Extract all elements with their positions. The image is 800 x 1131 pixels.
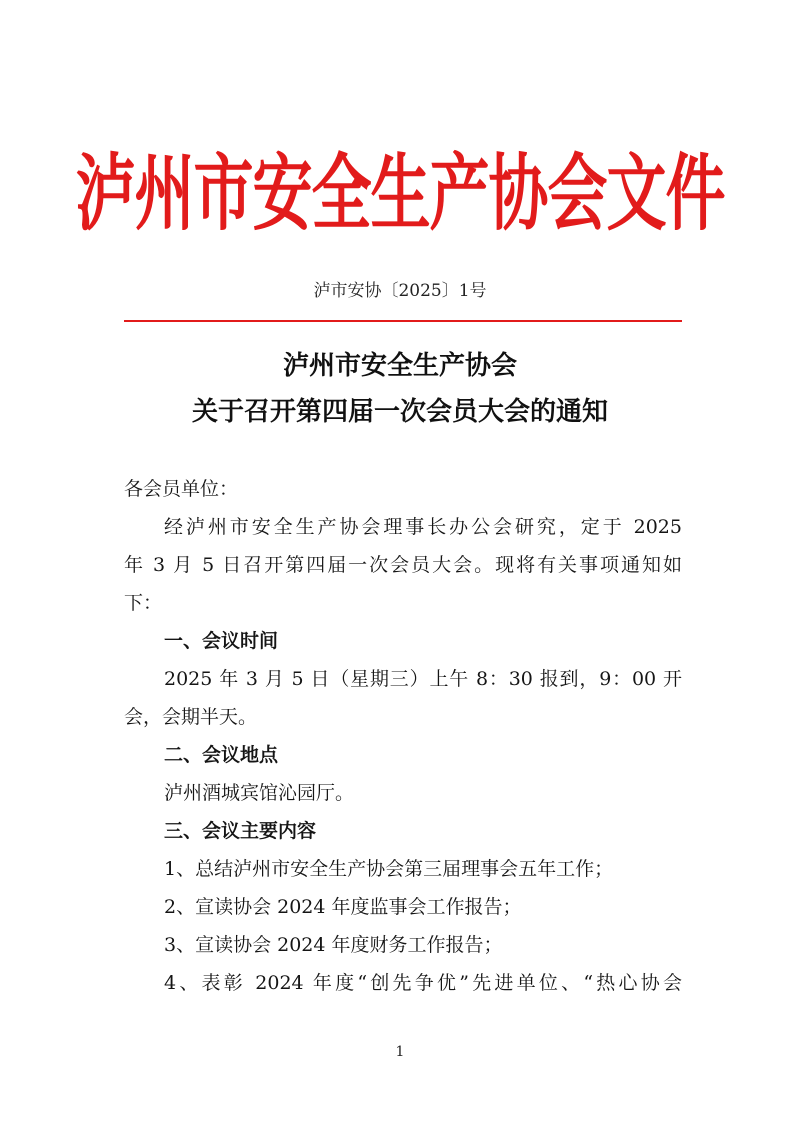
intro-line-2: 年 3 月 5 日召开第四届一次会员大会。现将有关事项通知如 (124, 554, 682, 576)
content-item-3: 3、宣读协会 2024 年度财务工作报告； (164, 934, 503, 956)
meeting-location: 泸州酒城宾馆沁园厅。 (164, 782, 355, 804)
section-heading-time: 一、会议时间 (164, 630, 279, 652)
document-title-line-2: 关于召开第四届一次会员大会的通知 (191, 397, 608, 427)
content-item-2: 2、宣读协会 2024 年度监事会工作报告； (164, 896, 522, 918)
content-item-4: 4、表彰 2024 年度“创先争优”先进单位、“热心协会 (164, 972, 682, 994)
intro-line-1: 经泸州市安全生产协会理事长办公会研究，定于 2025 (164, 516, 682, 538)
salutation: 各会员单位： (124, 478, 239, 500)
intro-line-3: 下： (124, 592, 163, 614)
meeting-time-line-2: 会，会期半天。 (124, 706, 258, 728)
document-title-line-1: 泸州市安全生产协会 (282, 351, 517, 381)
document-number: 泸市安协〔2025〕1号 (313, 281, 487, 301)
meeting-time-line-1: 2025 年 3 月 5 日（星期三）上午 8：30 报到，9：00 开 (164, 668, 682, 690)
red-divider-line (124, 320, 682, 322)
document-masthead: 泸州市安全生产协会文件 (75, 145, 725, 243)
section-heading-content: 三、会议主要内容 (164, 820, 317, 842)
page-number: 1 (395, 1044, 405, 1060)
section-heading-location: 二、会议地点 (164, 744, 279, 766)
content-item-1: 1、总结泸州市安全生产协会第三届理事会五年工作； (164, 858, 614, 880)
